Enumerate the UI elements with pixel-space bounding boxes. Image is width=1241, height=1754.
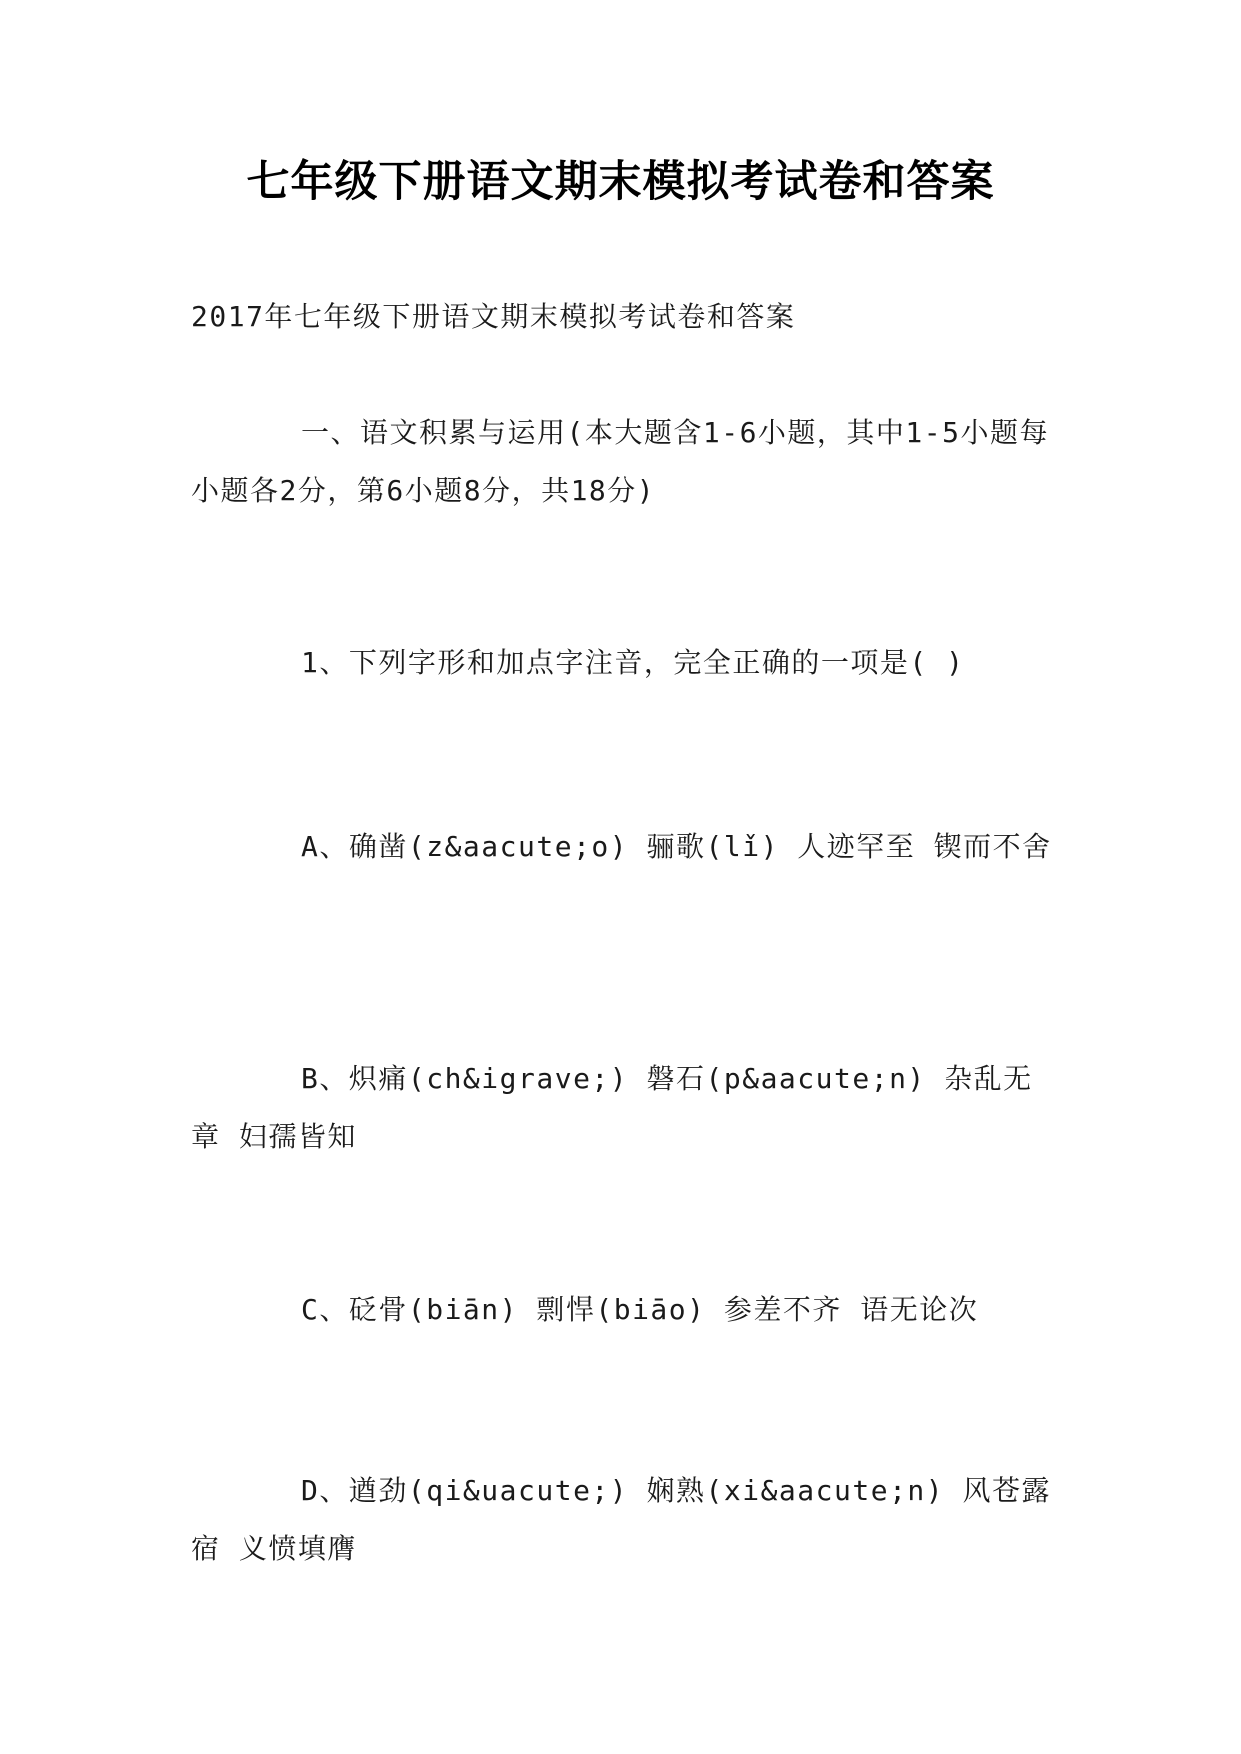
option-b: B、炽痛(ch&igrave;) 磐石(p&aacute;n) 杂乱无章 妇孺皆知 <box>191 1062 1033 1153</box>
page-title: 七年级下册语文期末模拟考试卷和答案 <box>246 157 995 207</box>
option-a: A、确凿(z&aacute;o) 骊歌(lǐ) 人迹罕至 锲而不舍 <box>301 830 1052 863</box>
document-subtitle: 2017年七年级下册语文期末模拟考试卷和答案 <box>191 300 796 333</box>
option-d: D、遒劲(qi&uacute;) 娴熟(xi&aacute;n) 风苍露宿 义愤填膺 <box>191 1474 1052 1565</box>
section-heading: 一、语文积累与运用(本大题含1-6小题，其中1-5小题每小题各2分，第6小题8分，共18分) <box>191 416 1050 507</box>
option-c: C、砭骨(biān) 剽悍(biāo) 参差不齐 语无论次 <box>301 1293 979 1326</box>
question-1: 1、下列字形和加点字注音，完全正确的一项是( ) <box>301 646 965 679</box>
